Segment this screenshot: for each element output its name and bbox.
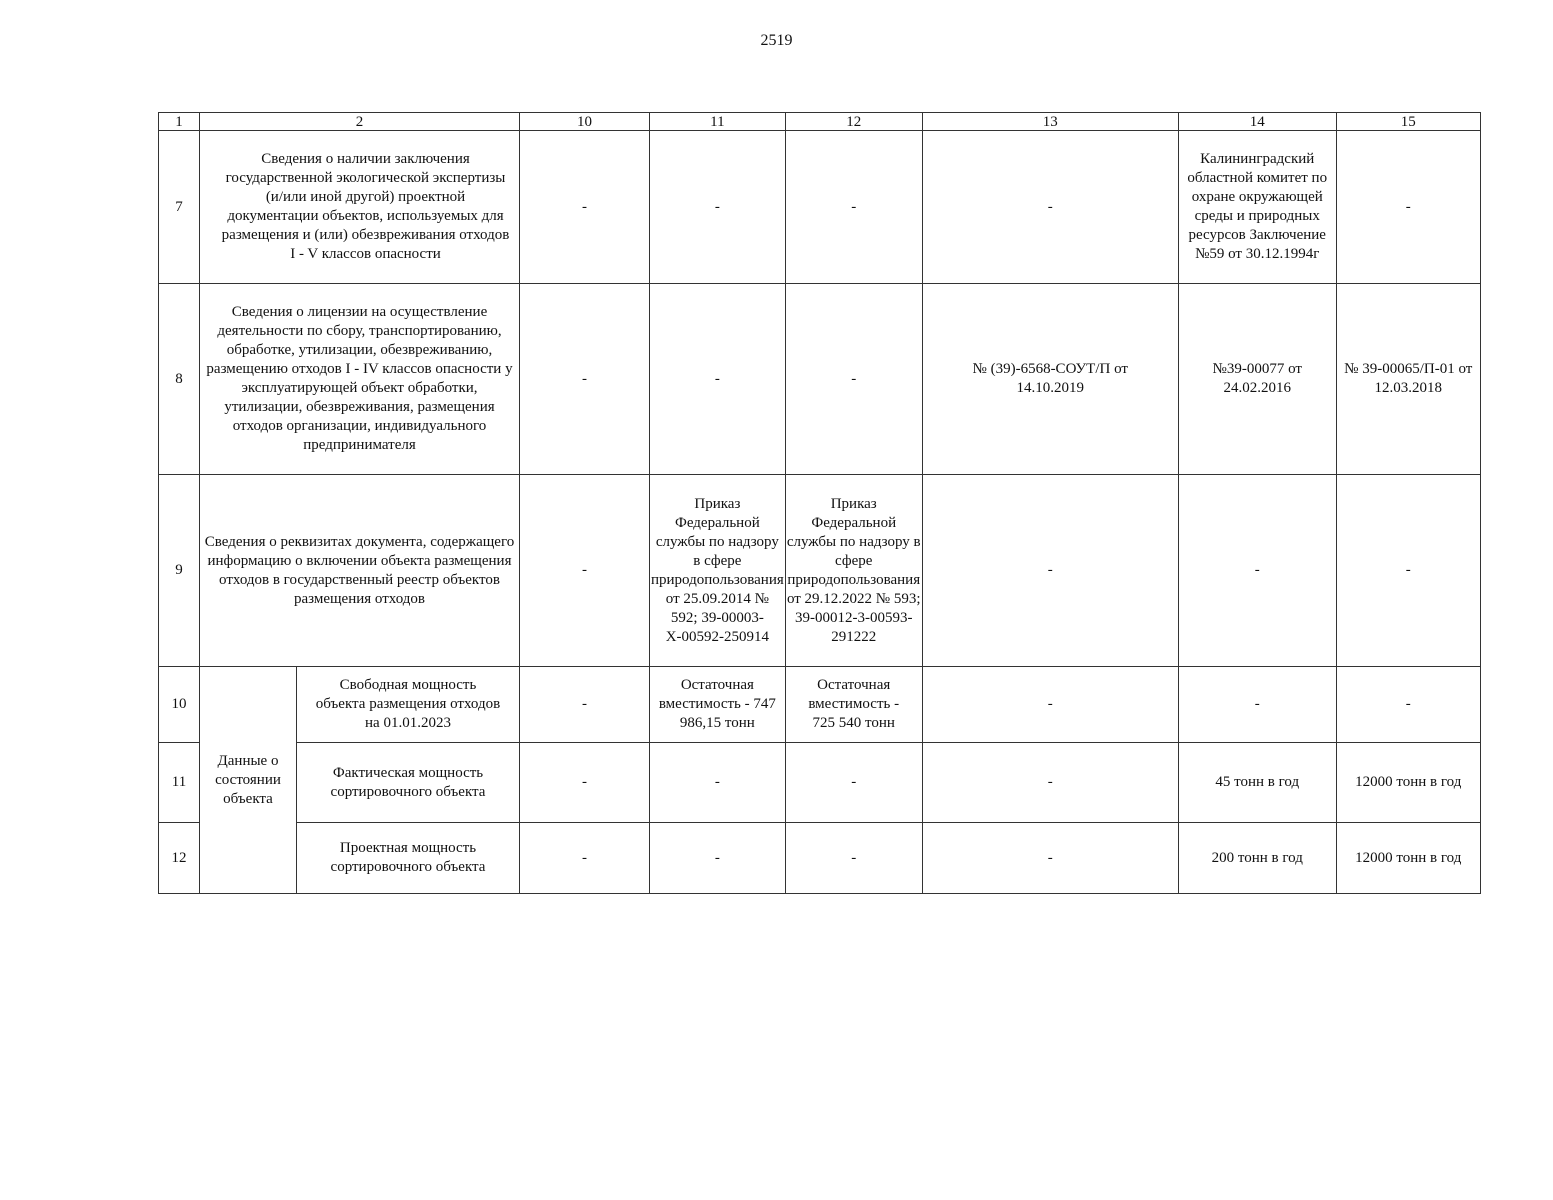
cell-col11: Остаточная вместимость - 747 986,15 тонн: [650, 667, 786, 743]
header-cell-2: 2: [200, 113, 520, 131]
cell-col13: -: [922, 823, 1178, 894]
cell-col14: 45 тонн в год: [1178, 743, 1336, 823]
cell-col11: -: [650, 823, 786, 894]
cell-col10: -: [520, 667, 650, 743]
header-cell-1: 1: [159, 113, 200, 131]
data-table: [158, 112, 1481, 894]
group-label: Данные о состоянии объекта: [200, 667, 297, 894]
cell-col12: -: [785, 284, 922, 475]
header-cell-15: 15: [1336, 113, 1480, 131]
cell-col10: -: [520, 475, 650, 667]
cell-col15: 12000 тонн в год: [1336, 743, 1480, 823]
cell-col14: Калининградский областной комитет по охране окружающей среды и природных ресурсов Заключение №59 от 30.12.1994г: [1178, 131, 1336, 284]
cell-col14: -: [1178, 475, 1336, 667]
cell-col10: -: [520, 743, 650, 823]
table-row: [159, 743, 1481, 823]
row-number: 8: [159, 284, 200, 475]
row-description: Сведения о лицензии на осуществление деятельности по сбору, транспортированию, обработке, утилизации, обезвреживанию, размещению отходов I - IV классов опасности у эксплуатирующей объект обработки, утилизации, обезвреживания, размещения отходов организации, индивидуального предпринимателя: [200, 284, 520, 475]
table-row: [159, 131, 1481, 284]
table-row: [159, 667, 1481, 743]
cell-col10: -: [520, 131, 650, 284]
cell-col12: Приказ Федеральной службы по надзору в сфере природопользования от 29.12.2022 № 593; 39-00012-3-00593-291222: [785, 475, 922, 667]
header-cell-14: 14: [1178, 113, 1336, 131]
row-number: 10: [159, 667, 200, 743]
row-description: Свободная мощность объекта размещения отходов на 01.01.2023: [297, 667, 520, 743]
header-cell-13: 13: [922, 113, 1178, 131]
cell-col15: -: [1336, 667, 1480, 743]
cell-col14: 200 тонн в год: [1178, 823, 1336, 894]
cell-col10: -: [520, 284, 650, 475]
cell-col11: -: [650, 131, 786, 284]
row-description: Сведения о реквизитах документа, содержащего информацию о включении объекта размещения отходов в государственный реестр объектов размещения отходов: [200, 475, 520, 667]
cell-col11: -: [650, 284, 786, 475]
cell-col13: -: [922, 667, 1178, 743]
row-number: 7: [159, 131, 200, 284]
cell-col13: -: [922, 131, 1178, 284]
cell-col11: Приказ Федеральной службы по надзору в сфере природопользования от 25.09.2014 № 592; 39-00003-Х-00592-250914: [650, 475, 786, 667]
page-number: 2519: [760, 32, 793, 49]
cell-col15: № 39-00065/П-01 от 12.03.2018: [1336, 284, 1480, 475]
row-description: Проектная мощность сортировочного объекта: [297, 823, 520, 894]
cell-col12: -: [785, 131, 922, 284]
row-description: Сведения о наличии заключения государственной экологической экспертизы (и/или иной другой) проектной документации объектов, используемых для размещения и (или) обезвреживания отходов I - V классов опасности: [200, 131, 520, 284]
row-number: 12: [159, 823, 200, 894]
cell-col15: 12000 тонн в год: [1336, 823, 1480, 894]
cell-col15: -: [1336, 131, 1480, 284]
cell-col13: -: [922, 475, 1178, 667]
header-cell-10: 10: [520, 113, 650, 131]
cell-col10: -: [520, 823, 650, 894]
cell-col13: № (39)-6568-СОУТ/П от 14.10.2019: [922, 284, 1178, 475]
header-row: [159, 113, 1481, 131]
table-row: [159, 284, 1481, 475]
cell-col12: Остаточная вместимость - 725 540 тонн: [785, 667, 922, 743]
table-row: [159, 823, 1481, 894]
cell-col12: -: [785, 743, 922, 823]
row-number: 9: [159, 475, 200, 667]
table-row: [159, 475, 1481, 667]
cell-col12: -: [785, 823, 922, 894]
header-cell-12: 12: [785, 113, 922, 131]
row-number: 11: [159, 743, 200, 823]
row-description: Фактическая мощность сортировочного объекта: [297, 743, 520, 823]
cell-col14: -: [1178, 667, 1336, 743]
cell-col11: -: [650, 743, 786, 823]
cell-col13: -: [922, 743, 1178, 823]
cell-col15: -: [1336, 475, 1480, 667]
cell-col14: №39-00077 от 24.02.2016: [1178, 284, 1336, 475]
header-cell-11: 11: [650, 113, 786, 131]
